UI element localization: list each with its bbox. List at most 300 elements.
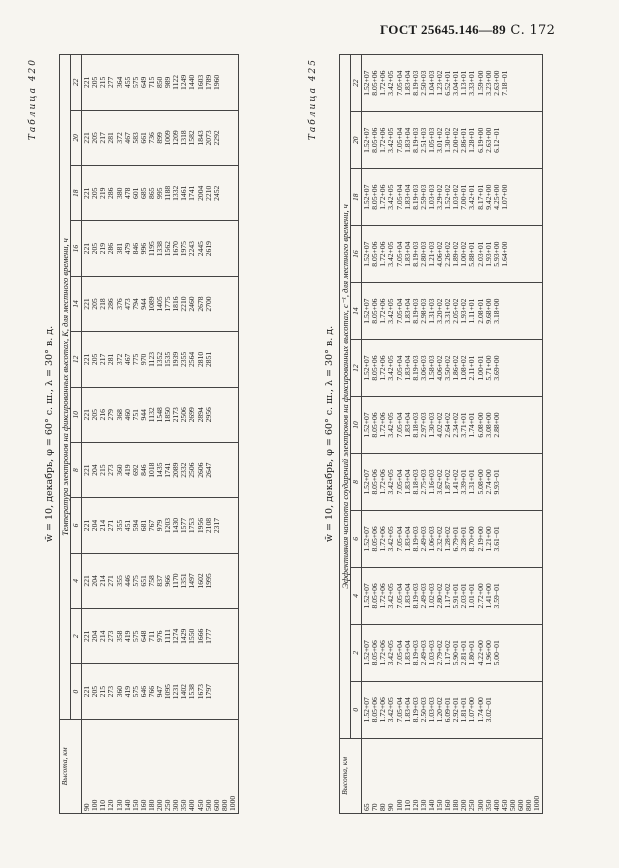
table-cell: 3.33+01 — [466, 70, 476, 96]
altitude-value: 1000 — [531, 795, 541, 811]
table-cell: 1461 — [178, 185, 188, 201]
altitude-value: 100 — [394, 799, 404, 811]
table-cell: 3.42+05 — [385, 697, 395, 723]
altitude-header: Высота, км — [59, 719, 81, 813]
altitude-value: 130 — [114, 799, 124, 811]
altitude-value: 160 — [138, 799, 148, 811]
table-cell: 1.83+04 — [402, 640, 412, 666]
table-cell: 215 — [97, 685, 107, 698]
table-cell: 4.22+00 — [475, 640, 484, 666]
hour-header: 20 — [70, 110, 81, 165]
hour-header: 4 — [350, 567, 361, 624]
altitude-value: 250 — [466, 799, 476, 811]
table-cell: 1.93+01 — [483, 241, 493, 267]
hour-header: 20 — [350, 112, 361, 169]
table-cell: 5.71+00 — [483, 355, 493, 381]
table-cell: 976 — [154, 630, 164, 642]
table-cell: 837 — [154, 575, 164, 587]
table-cell: 2.49+03 — [418, 640, 428, 666]
table-cell: 8.19+03 — [410, 640, 420, 666]
table-cell: 3.01+02 — [434, 127, 444, 153]
altitude-value: 110 — [402, 799, 412, 811]
table-cell: 1956 — [195, 517, 204, 534]
table-cell: 2606 — [195, 462, 204, 478]
table-cell: 1.52+07 — [361, 697, 371, 723]
table-cell: 1123 — [146, 351, 156, 367]
altitude-value: 500 — [507, 799, 517, 811]
table-cell: 1960 — [211, 74, 221, 90]
table-cell: 1195 — [146, 241, 156, 257]
table-cell: 3.23+00 — [483, 70, 493, 96]
altitude-value: 200 — [458, 799, 468, 811]
page-number: С. 172 — [510, 23, 556, 38]
table-cell: 360 — [114, 464, 124, 476]
table-cell: 2.08+01 — [475, 298, 484, 324]
table-cell: 1.21+00 — [483, 526, 493, 552]
table-cell: 221 — [81, 242, 91, 255]
table-cell: 204 — [89, 630, 99, 642]
table-cell: 8.05+06 — [369, 241, 379, 267]
table-cell: 692 — [130, 464, 140, 476]
altitude-value: 70 — [369, 803, 379, 811]
table-cell: 3.42+05 — [385, 640, 395, 666]
altitude-value: 90 — [385, 803, 395, 811]
table-cell: 9.93−01 — [491, 469, 501, 495]
table-cell: 1775 — [162, 296, 172, 312]
value-column — [81, 166, 238, 221]
table-cell: 1.23+02 — [434, 70, 444, 96]
altitude-value: 110 — [97, 799, 107, 811]
altitude-value: 100 — [89, 799, 99, 811]
table-cell: 8.05+06 — [369, 526, 379, 552]
altitude-value: 120 — [105, 799, 115, 811]
table-cell: 944 — [138, 298, 148, 310]
table-cell: 2564 — [186, 351, 196, 367]
table-cell: 1850 — [162, 407, 172, 423]
table-cell: 767 — [146, 519, 156, 532]
table-cell: 221 — [81, 298, 91, 310]
table-cell: 1249 — [178, 74, 188, 90]
table-cell: 204 — [89, 464, 99, 476]
table-cell: 2.74+00 — [483, 469, 493, 495]
table-cell: 2089 — [170, 462, 180, 478]
group-header: Температура электронов на фиксированных высотах, К, для местного времени, ч — [59, 55, 70, 720]
table-cell: 473 — [122, 298, 132, 310]
table-cell: 2.49+03 — [418, 526, 428, 552]
table-cell: 1.07+00 — [466, 697, 476, 723]
table-cell: 681 — [138, 519, 148, 532]
table-cell: 2317 — [211, 517, 221, 534]
altitude-value: 150 — [434, 799, 444, 811]
table-cell: 6.09+01 — [442, 697, 452, 723]
table-cell: 1.83+04 — [402, 241, 412, 267]
table-cell: 715 — [146, 76, 156, 89]
table-cell: 419 — [122, 630, 132, 642]
table-cell: 2956 — [203, 407, 213, 423]
table-cell: 1995 — [203, 573, 213, 589]
altitude-value: 400 — [491, 799, 501, 811]
table-cell: 7.05+04 — [394, 469, 404, 495]
table-cell: 1.83+04 — [402, 127, 412, 153]
table-cell: 221 — [81, 464, 91, 476]
value-column — [361, 226, 542, 283]
table-cell: 2.50+03 — [418, 697, 428, 723]
table-cell: 8.19+03 — [410, 241, 420, 267]
table-cell: 1.52+02 — [442, 184, 452, 210]
altitude-value: 800 — [219, 799, 229, 811]
table-cell: 1.31+01 — [466, 469, 476, 495]
table-cell: 3.61−01 — [491, 526, 501, 552]
table-cell: 1.83+04 — [402, 583, 412, 609]
altitude-value: 90 — [81, 803, 91, 811]
table-cell: 6.52+01 — [442, 70, 452, 96]
table-cell: 217 — [97, 132, 107, 144]
table-cell: 7.05+04 — [394, 640, 404, 666]
table-cell: 1.83+04 — [402, 355, 412, 381]
table-cell: 9.68+00 — [483, 298, 493, 324]
table-cell: 467 — [122, 353, 132, 366]
table-cell: 205 — [89, 187, 99, 199]
altitude-column — [361, 738, 542, 813]
table-cell: 3.02−01 — [483, 697, 493, 723]
table-cell: 846 — [130, 242, 140, 255]
table-cell: 1402 — [178, 684, 188, 700]
table-cell: 419 — [122, 685, 132, 698]
table-cell: 1122 — [170, 74, 180, 90]
table-cell: 1095 — [162, 684, 172, 700]
table-cell: 1209 — [170, 130, 180, 146]
table-cell: 1435 — [154, 462, 164, 478]
table-cell: 219 — [97, 242, 107, 255]
table-cell: 1.72+06 — [377, 640, 387, 666]
table-cell: 205 — [89, 685, 99, 698]
table-cell: 1777 — [203, 628, 213, 644]
table-cell: 1.03+02 — [450, 184, 460, 210]
altitude-value: 180 — [146, 799, 156, 811]
table-cell: 3.62+02 — [434, 469, 444, 495]
table-cell: 204 — [89, 575, 99, 587]
table-cell: 2.50+03 — [418, 70, 428, 96]
table-cell: 360 — [114, 685, 124, 698]
table-cell: 7.05+04 — [394, 526, 404, 552]
table-cell: 1.17+02 — [442, 583, 452, 609]
table-cell: 217 — [97, 353, 107, 366]
value-column — [361, 112, 542, 169]
hour-header: 8 — [70, 442, 81, 497]
table-cell: 2004 — [195, 185, 204, 201]
table-cell: 8.19+03 — [410, 184, 420, 210]
table-cell: 1.72+06 — [377, 355, 387, 381]
altitude-value: 160 — [442, 799, 452, 811]
table-cell: 1.52+07 — [361, 241, 371, 267]
table-cell: 2.81+01 — [458, 640, 468, 666]
table-cell: 794 — [130, 298, 140, 310]
table-cell: 355 — [114, 519, 124, 532]
table-cell: 3.42+05 — [385, 298, 395, 324]
table-cell: 1.72+06 — [377, 127, 387, 153]
hour-header: 22 — [350, 55, 361, 112]
table-cell: 1.06+03 — [426, 526, 436, 552]
hour-header: 16 — [350, 226, 361, 283]
altitude-value: 800 — [523, 799, 533, 811]
table-cell: 1.52+07 — [361, 70, 371, 96]
table-cell: 1.00+02 — [458, 241, 468, 267]
table-cell: 846 — [138, 464, 148, 476]
table-cell: 3.42+05 — [385, 526, 395, 552]
table-cell: 775 — [130, 353, 140, 366]
table-cell: 947 — [154, 685, 164, 698]
table-cell: 1497 — [186, 573, 196, 589]
table-cell: 1.52+07 — [361, 298, 371, 324]
table-cell: 3.42+05 — [385, 583, 395, 609]
table-cell: 1.00+01 — [475, 355, 484, 381]
table-cell: 2.34+02 — [450, 412, 460, 438]
table-cell: 455 — [122, 76, 132, 89]
table-cell: 1440 — [186, 74, 196, 90]
table-cell: 7.05+04 — [394, 241, 404, 267]
table-cell: 1.11+01 — [466, 298, 476, 324]
table-cell: 221 — [81, 132, 91, 144]
table-cell: 1.89+02 — [450, 241, 460, 267]
table-cell: 446 — [122, 575, 132, 587]
hour-header: 6 — [70, 498, 81, 553]
altitude-value: 450 — [195, 799, 204, 811]
group-header: Эффективная частота соударений электронов на фиксированных высотах, с⁻¹, для местного времени, ч — [339, 55, 350, 739]
table-cell: 1332 — [170, 185, 180, 201]
altitude-value: 300 — [170, 799, 180, 811]
table-cell: 661 — [138, 132, 148, 144]
table-cell: 460 — [122, 409, 132, 421]
table-cell: 3.42+05 — [385, 241, 395, 267]
table-cell: 6.08+00 — [475, 412, 484, 438]
value-column — [361, 169, 542, 226]
table-cell: 2460 — [186, 296, 196, 312]
table-cell: 204 — [89, 519, 99, 532]
table-cell: 479 — [122, 242, 132, 255]
table-cell: 281 — [105, 132, 115, 144]
hour-header: 8 — [350, 453, 361, 510]
table-cell: 1975 — [178, 241, 188, 257]
table-cell: 2.79+02 — [434, 640, 444, 666]
table-cell: 1.96+00 — [483, 640, 493, 666]
table-cell: 1.03+03 — [426, 184, 436, 210]
value-column — [361, 510, 542, 567]
table-cell: 3.42+05 — [385, 469, 395, 495]
table-cell: 7.05+04 — [394, 298, 404, 324]
table-title: w̄ = 10, декабрь, φ = 60° с. ш., λ = 30° в. д. — [43, 325, 55, 543]
table-cell: 1.52+07 — [361, 469, 371, 495]
table-cell: 3.42+05 — [385, 184, 395, 210]
altitude-value: 120 — [410, 799, 420, 811]
table-cell: 5.93+00 — [491, 241, 501, 267]
table-cell: 5.00−01 — [491, 640, 501, 666]
table-cell: 1.83+04 — [402, 412, 412, 438]
table-cell: 758 — [146, 575, 156, 587]
table-cell: 7.05+04 — [394, 184, 404, 210]
table-cell: 3.31+02 — [442, 298, 452, 324]
table-cell: 7.05+04 — [394, 697, 404, 723]
table-cell: 5.88+01 — [466, 241, 476, 267]
table-cell: 736 — [146, 132, 156, 144]
table-cell: 1.74+01 — [466, 412, 476, 438]
table-cell: 286 — [105, 187, 115, 199]
table-cell: 2.86+01 — [458, 127, 468, 153]
table-cell: 979 — [154, 519, 164, 532]
table-cell: 2506 — [178, 407, 188, 423]
table-cell: 3.28+01 — [458, 526, 468, 552]
table-cell: 358 — [114, 630, 124, 642]
hour-header: 18 — [70, 166, 81, 221]
table-cell: 8.70+00 — [466, 526, 476, 552]
table-cell: 8.19+03 — [410, 127, 420, 153]
table-cell: 1843 — [195, 130, 204, 146]
table-cell: 1274 — [170, 628, 180, 644]
table-cell: 1.31+03 — [426, 298, 436, 324]
hour-header: 14 — [350, 283, 361, 340]
table-cell: 271 — [105, 575, 115, 587]
value-column — [81, 276, 238, 331]
table-cell: 1.72+06 — [377, 298, 387, 324]
value-column — [361, 397, 542, 454]
table-cell: 8.18+03 — [410, 412, 420, 438]
table-cell: 1939 — [170, 351, 180, 367]
table-cell: 1.52+07 — [361, 640, 371, 666]
table-cell: 594 — [130, 519, 140, 532]
table-cell: 2.49+03 — [418, 583, 428, 609]
table-cell: 478 — [122, 187, 132, 199]
table-cell: 3.06+03 — [418, 355, 428, 381]
table-cell: 1.72+06 — [377, 241, 387, 267]
altitude-value: 300 — [475, 799, 484, 811]
table-cell: 3.69+00 — [491, 355, 501, 381]
table-cell: 1.03+03 — [426, 697, 436, 723]
table-cell: 1.13+01 — [458, 70, 468, 96]
table-cell: 6.12−01 — [491, 127, 501, 153]
table-cell: 1.16+03 — [426, 469, 436, 495]
table-cell: 944 — [138, 409, 148, 421]
table-cell: 575 — [130, 685, 140, 698]
table-cell: 2332 — [178, 462, 188, 478]
value-column — [361, 55, 542, 112]
hour-header: 10 — [70, 387, 81, 442]
table-cell: 214 — [97, 630, 107, 642]
data-table — [339, 54, 543, 814]
table-cell: 1548 — [154, 407, 164, 423]
table-cell: 8.05+06 — [369, 469, 379, 495]
table-cell: 1405 — [154, 296, 164, 312]
table-cell: 2619 — [203, 241, 213, 257]
value-column — [361, 681, 542, 738]
table-cell: 1.83+04 — [402, 70, 412, 96]
table-cell: 711 — [146, 630, 156, 642]
table-cell: 3.59−01 — [491, 583, 501, 609]
table-cell: 205 — [89, 76, 99, 89]
altitude-value: 400 — [186, 799, 196, 811]
table-cell: 1602 — [195, 573, 204, 589]
table-cell: 1.17+02 — [442, 640, 452, 666]
table-cell: 1.52+07 — [361, 127, 371, 153]
altitude-column — [81, 719, 238, 813]
table-cell: 1.86+02 — [450, 355, 460, 381]
table-cell: 9.42+00 — [483, 184, 493, 210]
table-cell: 3.71+01 — [458, 412, 468, 438]
table-cell: 1318 — [178, 130, 188, 146]
hour-header: 0 — [70, 664, 81, 719]
table-cell: 6.19+00 — [475, 127, 484, 153]
table-cell: 7.05+04 — [394, 583, 404, 609]
table-cell: 7.00+01 — [458, 184, 468, 210]
table-cell: 1338 — [154, 241, 164, 257]
table-cell: 3.42+05 — [385, 127, 395, 153]
table-cell: 2.11+01 — [466, 355, 476, 381]
table-cell: 216 — [97, 409, 107, 421]
table-cell: 2.05+02 — [450, 298, 460, 324]
table-cell: 1.41+02 — [450, 469, 460, 495]
table-cell: 451 — [122, 519, 132, 532]
table-cell: 8.19+03 — [410, 697, 420, 723]
table-cell: 279 — [105, 409, 115, 421]
table-cell: 1.83+04 — [402, 184, 412, 210]
table-cell: 3.29+02 — [434, 184, 444, 210]
table-cell: 2.92+01 — [450, 697, 460, 723]
altitude-value: 350 — [483, 799, 493, 811]
table-cell: 751 — [130, 409, 140, 421]
table-cell: 3.18+00 — [491, 298, 501, 324]
table-cell: 221 — [81, 575, 91, 587]
table-cell: 1.64+00 — [499, 241, 509, 267]
table-cell: 583 — [130, 132, 140, 144]
table-cell: 995 — [154, 187, 164, 199]
table-cell: 2.64+02 — [442, 412, 452, 438]
table-cell: 1.87+02 — [442, 469, 452, 495]
altitude-value: 140 — [426, 799, 436, 811]
altitude-value: 600 — [515, 799, 525, 811]
altitude-value: 450 — [499, 799, 509, 811]
standard-code: ГОСТ 25645.146—89 — [380, 22, 506, 37]
table-cell: 1132 — [146, 407, 156, 423]
table-cell: 1741 — [186, 185, 196, 201]
table-cell: 8.05+06 — [369, 583, 379, 609]
table-cell: 2.88+00 — [491, 412, 501, 438]
table-cell: 2.19+00 — [475, 526, 484, 552]
table-cell: 271 — [105, 519, 115, 532]
table-cell: 865 — [146, 187, 156, 199]
altitude-value: 180 — [450, 799, 460, 811]
table-cell: 1.07+00 — [499, 184, 509, 210]
table-cell: 970 — [138, 353, 148, 366]
table-cell: 4.06+02 — [434, 241, 444, 267]
table-cell: 8.05+06 — [369, 70, 379, 96]
table-cell: 221 — [81, 353, 91, 366]
table-cell: 1.04+03 — [426, 70, 436, 96]
hour-header: 14 — [70, 276, 81, 331]
table-cell: 1.72+06 — [377, 412, 387, 438]
table-cell: 575 — [130, 575, 140, 587]
table-label: Таблица 425 — [307, 58, 318, 141]
altitude-value: 80 — [377, 803, 387, 811]
table-cell: 2173 — [170, 407, 180, 423]
table-cell: 1.83+04 — [402, 697, 412, 723]
table-cell: 1430 — [170, 517, 180, 534]
hour-header: 6 — [350, 510, 361, 567]
table-cell: 286 — [105, 242, 115, 255]
table-label: Таблица 420 — [27, 58, 38, 141]
table-cell: 2851 — [203, 351, 213, 367]
table-cell: 221 — [81, 409, 91, 421]
table-cell: 2108 — [203, 517, 213, 534]
hour-header: 10 — [350, 397, 361, 454]
table-cell: 8.17+01 — [475, 184, 484, 210]
